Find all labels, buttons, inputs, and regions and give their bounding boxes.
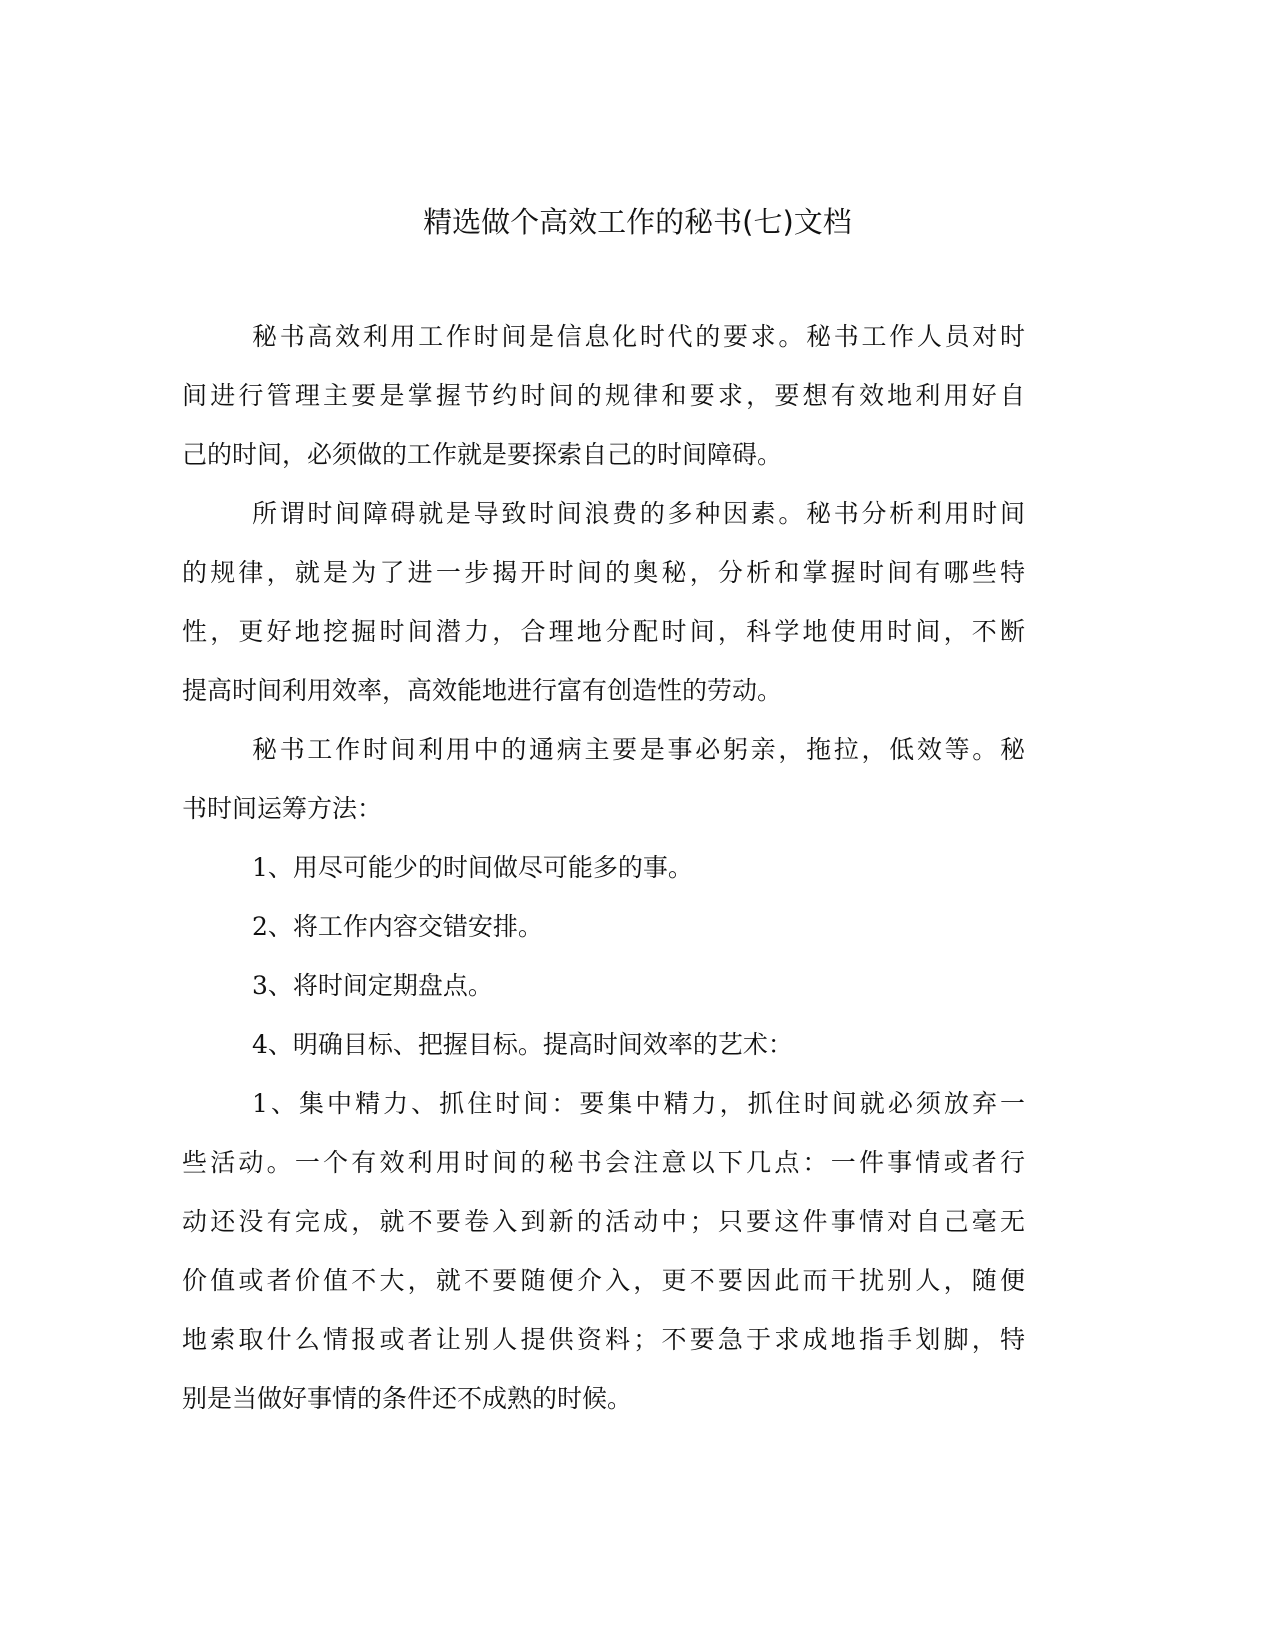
paragraph-line: 提高时间利用效率，高效能地进行富有创造性的劳动。 — [182, 676, 783, 705]
document-title: 精选做个高效工作的秘书(七)文档 — [423, 205, 852, 239]
paragraph-line: 价值或者价值不大，就不要随便介入，更不要因此而干扰别人，随便 — [182, 1266, 1025, 1295]
paragraph — [182, 904, 1025, 963]
paragraph-line: 的规律，就是为了进一步揭开时间的奥秘，分析和掌握时间有哪些特 — [182, 558, 1025, 587]
paragraph-line: 书时间运筹方法： — [182, 794, 383, 823]
paragraph — [182, 845, 1025, 904]
paragraph-line: 动还没有完成，就不要卷入到新的活动中；只要这件事情对自己毫无 — [182, 1207, 1025, 1236]
paragraph-line: 2、将工作内容交错安排。 — [252, 912, 543, 941]
paragraph — [182, 491, 1025, 727]
paragraph-line: 性，更好地挖掘时间潜力，合理地分配时间，科学地使用时间，不断 — [182, 617, 1025, 646]
paragraph — [182, 963, 1025, 1022]
paragraph-line: 些活动。一个有效利用时间的秘书会注意以下几点：一件事情或者行 — [182, 1148, 1025, 1177]
paragraph-line: 所谓时间障碍就是导致时间浪费的多种因素。秘书分析利用时间 — [252, 499, 1025, 528]
paragraph-line: 己的时间，必须做的工作就是要探索自己的时间障碍。 — [182, 440, 783, 469]
paragraph-line: 1、用尽可能少的时间做尽可能多的事。 — [252, 853, 693, 882]
paragraph-line: 4、明确目标、把握目标。提高时间效率的艺术： — [252, 1030, 793, 1059]
paragraph-line: 秘书高效利用工作时间是信息化时代的要求。秘书工作人员对时 — [252, 322, 1025, 351]
paragraph — [182, 1081, 1025, 1435]
paragraph — [182, 314, 1025, 491]
document-body — [182, 314, 1025, 1435]
paragraph-line: 1、集中精力、抓住时间：要集中精力，抓住时间就必须放弃一 — [252, 1089, 1025, 1118]
paragraph-line: 地索取什么情报或者让别人提供资料；不要急于求成地指手划脚，特 — [182, 1325, 1025, 1354]
paragraph — [182, 1022, 1025, 1081]
paragraph-line: 间进行管理主要是掌握节约时间的规律和要求，要想有效地利用好自 — [182, 381, 1025, 410]
paragraph — [182, 727, 1025, 845]
paragraph-line: 秘书工作时间利用中的通病主要是事必躬亲，拖拉，低效等。秘 — [252, 735, 1025, 764]
paragraph-line: 别是当做好事情的条件还不成熟的时候。 — [182, 1384, 633, 1413]
paragraph-line: 3、将时间定期盘点。 — [252, 971, 493, 1000]
